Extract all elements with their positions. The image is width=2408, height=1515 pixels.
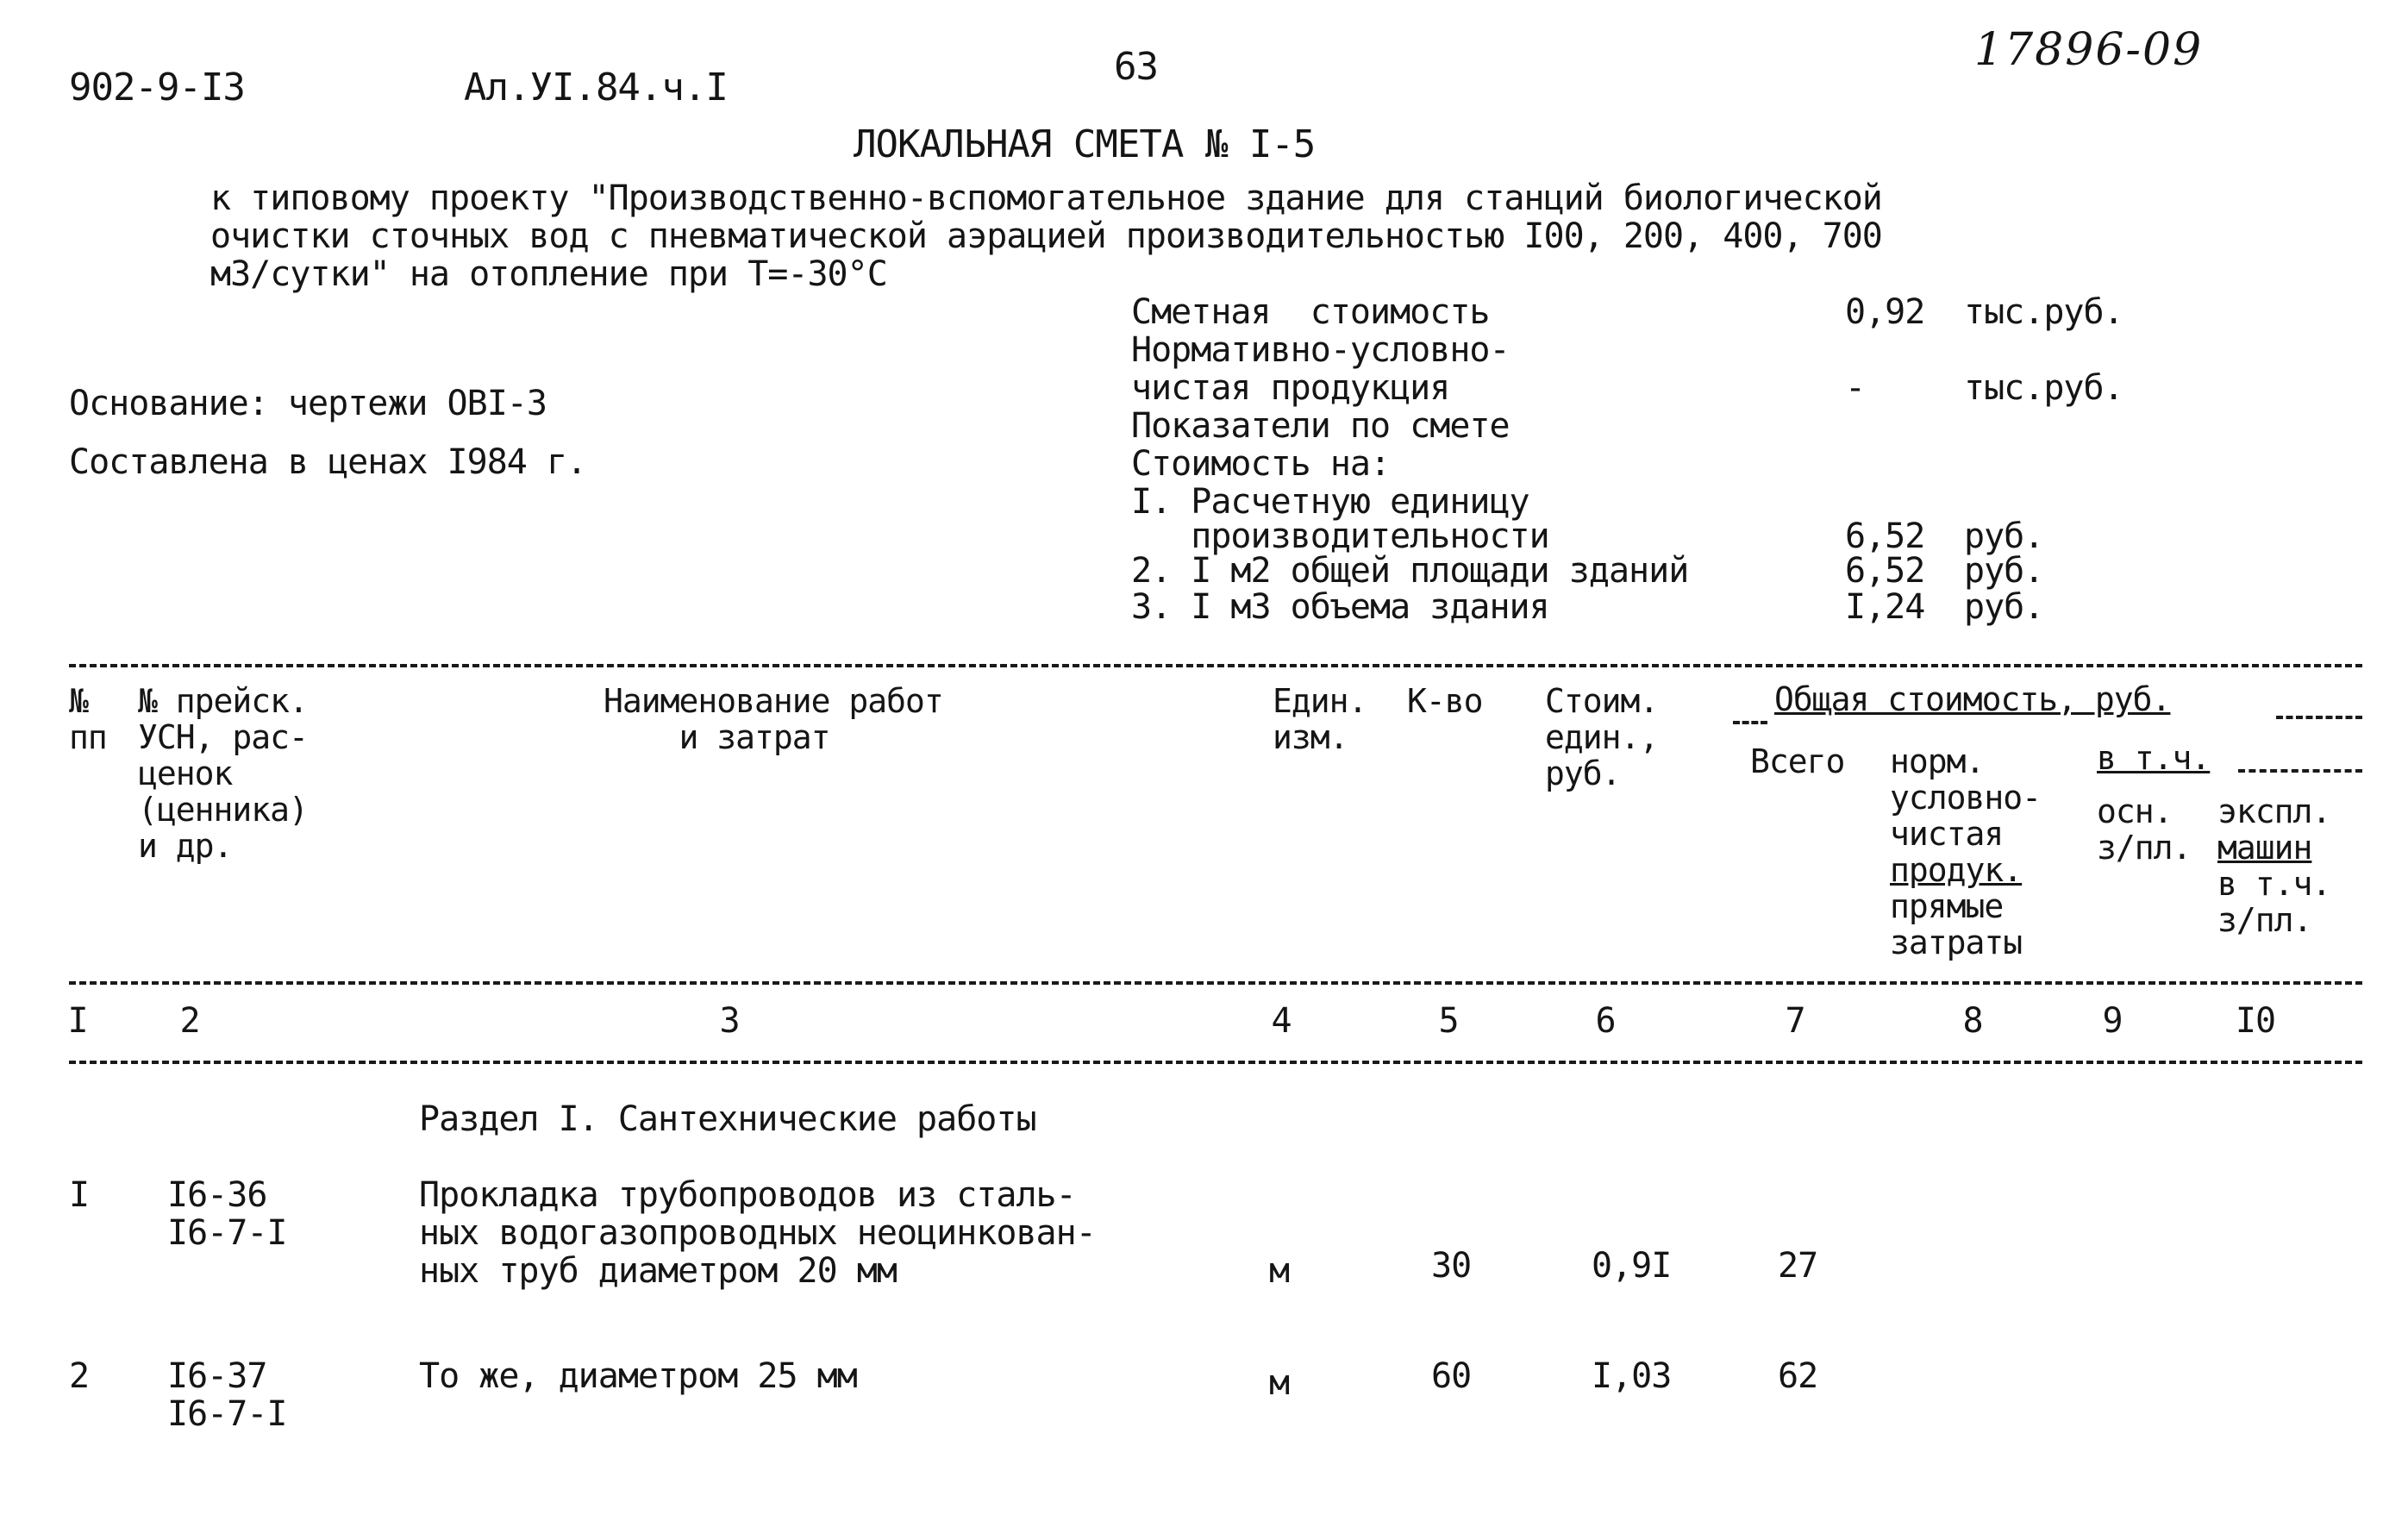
page-number: 63 — [1114, 45, 1158, 89]
row-total: 62 — [1778, 1356, 1818, 1396]
row-unit-price: 0,9I — [1592, 1246, 1672, 1286]
header-col-3: Наименование работ и затрат — [604, 682, 943, 756]
row-number: 2 — [69, 1356, 90, 1396]
row-code: I6-36 I6-7-I — [167, 1175, 287, 1253]
basis-prices: Составлена в ценах I984 г. — [69, 442, 587, 482]
column-number-4: 4 — [1271, 1001, 1292, 1041]
header-total-dash-right — [2276, 716, 2362, 719]
summary-item3-unit: руб. — [1964, 587, 2044, 627]
row-quantity: 30 — [1431, 1246, 1472, 1286]
table-top-rule — [69, 664, 2362, 667]
header-total-cost: Общая стоимость, руб. — [1774, 680, 2171, 718]
summary-item1-label-1: I. Расчетную единицу — [1131, 482, 1529, 522]
header-col-8-a: норм. условно- чистая — [1890, 742, 2042, 853]
summary-item1-unit: руб. — [1964, 516, 2044, 556]
document-code: 902-9-I3 — [69, 66, 245, 110]
column-numbers-top-rule — [69, 981, 2362, 985]
subtitle-line-2: очистки сточных вод с пневматической аэрацией производительностью I00, 200, 400, 700 — [210, 216, 1882, 256]
summary-cost-label: Сметная стоимость — [1131, 292, 1490, 332]
summary-item2-value: 6,52 — [1845, 551, 1925, 591]
summary-item2-unit: руб. — [1964, 551, 2044, 591]
document-title: ЛОКАЛЬНАЯ СМЕТА № I-5 — [854, 122, 1316, 166]
header-col-8-b: продук. — [1890, 851, 2023, 889]
row-unit-price: I,03 — [1592, 1356, 1672, 1396]
header-total-dash-left — [1733, 721, 1767, 724]
column-number-7: 7 — [1785, 1001, 1805, 1041]
column-number-10: I0 — [2235, 1001, 2276, 1041]
subtitle-line-1: к типовому проекту "Производственно-вспомогательное здание для станций биологической — [210, 178, 1882, 218]
header-col-10-b: машин — [2217, 829, 2312, 867]
summary-norm-unit: тыс.руб. — [1964, 368, 2123, 408]
header-col-2: № прейск. УСН, рас- ценок (ценника) и др. — [138, 682, 308, 865]
header-col-5: К-во — [1407, 682, 1483, 720]
column-numbers-bottom-rule — [69, 1061, 2362, 1064]
column-number-8: 8 — [1962, 1001, 1983, 1041]
subtitle-line-3: м3/сутки" на отопление при Т=-30°С — [210, 254, 887, 294]
summary-norm-label-1: Нормативно-условно- — [1131, 330, 1510, 370]
header-col-10-a: экспл. — [2217, 792, 2331, 830]
summary-cost-unit: тыс.руб. — [1964, 292, 2123, 332]
header-col-1: № пп — [69, 682, 107, 756]
row-unit: м — [1269, 1251, 1290, 1291]
header-col-10-c: в т.ч. з/пл. — [2217, 865, 2331, 939]
header-col-9: осн. з/пл. — [2097, 792, 2192, 867]
summary-cost-per-label: Стоимость на: — [1131, 444, 1391, 484]
column-number-2: 2 — [179, 1001, 200, 1041]
summary-norm-value: - — [1845, 368, 1866, 408]
summary-item3-label: 3. I м3 объема здания — [1131, 587, 1549, 627]
column-number-9: 9 — [2102, 1001, 2123, 1041]
column-number-6: 6 — [1595, 1001, 1616, 1041]
summary-item2-label: 2. I м2 общей площади зданий — [1131, 551, 1689, 591]
column-number-5: 5 — [1438, 1001, 1459, 1041]
row-number: I — [69, 1175, 90, 1215]
header-col-4: Един. изм. — [1273, 682, 1367, 756]
header-col-6: Стоим. един., руб. — [1545, 682, 1659, 792]
row-unit: м — [1269, 1363, 1290, 1403]
header-incl: в т.ч. — [2097, 739, 2211, 777]
summary-item1-value: 6,52 — [1845, 516, 1925, 556]
header-col-7: Всего — [1750, 742, 1845, 780]
header-col-8-c: прямые затраты — [1890, 887, 2023, 961]
row-code: I6-37 I6-7-I — [167, 1356, 287, 1434]
basis-drawings: Основание: чертежи ОВI-3 — [69, 384, 547, 423]
header-incl-dash — [2238, 769, 2362, 773]
summary-indicators-label: Показатели по смете — [1131, 406, 1510, 446]
summary-item3-value: I,24 — [1845, 587, 1925, 627]
row-total: 27 — [1778, 1246, 1818, 1286]
inventory-stamp: 17896-09 — [1974, 24, 2204, 76]
row-quantity: 60 — [1431, 1356, 1472, 1396]
row-name: То же, диаметром 25 мм — [419, 1356, 857, 1396]
summary-cost-value: 0,92 — [1845, 292, 1925, 332]
column-number-1: I — [67, 1001, 88, 1041]
section-heading: Раздел I. Сантехнические работы — [419, 1099, 1036, 1139]
album-reference: Ал.УI.84.ч.I — [464, 66, 728, 110]
summary-item1-label-2: производительности — [1131, 516, 1549, 556]
row-name: Прокладка трубопроводов из сталь- ных водогазопроводных неоцинкован- ных труб диаметром 20 мм — [419, 1175, 1096, 1291]
summary-norm-label-2: чистая продукция — [1131, 368, 1450, 408]
column-number-3: 3 — [719, 1001, 740, 1041]
